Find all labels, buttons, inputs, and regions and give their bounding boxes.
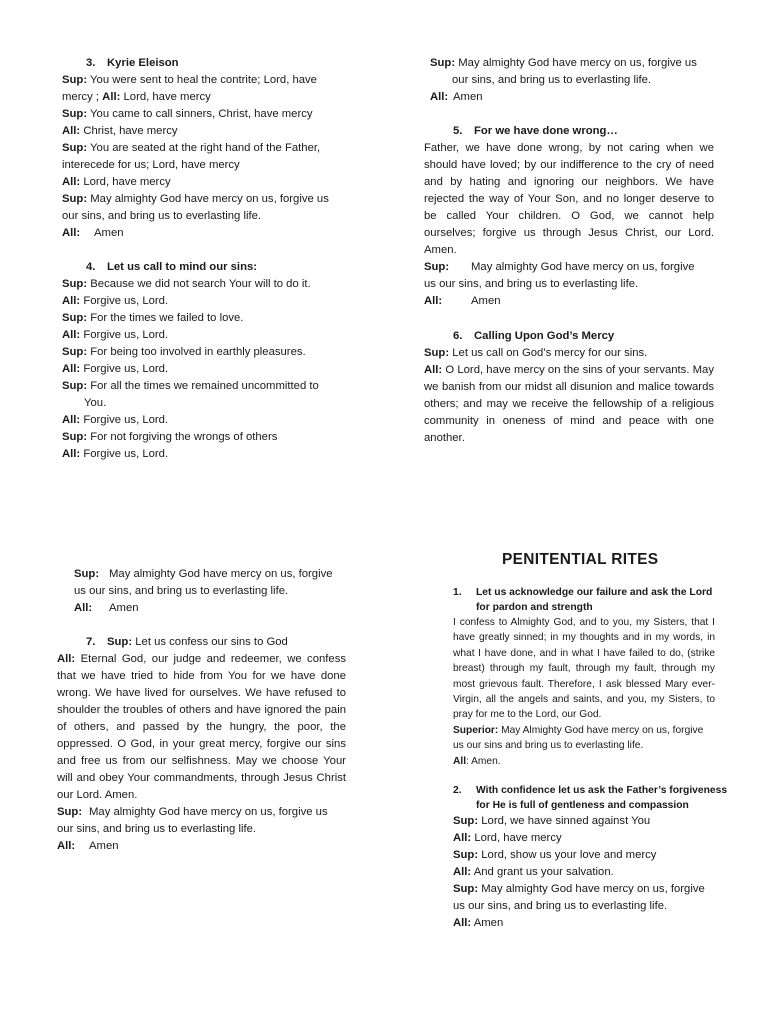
calling-title: Calling Upon God’s Mercy xyxy=(474,330,615,342)
top-right-line-2: our sins, and bring us to everlasting life. xyxy=(452,74,652,86)
top-right-line-1: Sup: May almighty God have mercy on us, forgive us xyxy=(430,57,697,69)
confess-heading: 7. Sup: Let us confess our sins to God xyxy=(57,634,346,651)
sins-line-9: All: Forgive us, Lord. xyxy=(62,414,169,426)
kyrie-line-1: Sup: You were sent to heal the contrite; Lord, have xyxy=(62,74,317,86)
sins-line-5: Sup: For being too involved in earthly pleasures. xyxy=(62,346,306,358)
ack-heading-1: 1. Let us acknowledge our failure and ask the Lord xyxy=(453,587,713,598)
wrong-sup-line-2: us our sins, and bring us to everlasting life. xyxy=(424,278,639,290)
confess-all-line: All: Amen xyxy=(57,840,119,852)
bottom-left-line-2: us our sins, and bring us to everlasting life. xyxy=(74,585,289,597)
sins-heading xyxy=(62,259,347,276)
kyrie-line-2: mercy ; All: Lord, have mercy xyxy=(62,91,211,103)
section-calling-mercy xyxy=(424,328,714,447)
superior-line-2: us our sins and bring us to everlasting life. xyxy=(453,740,644,752)
confidence-heading-2: for He is full of gentleness and compassion xyxy=(476,800,689,811)
calling-prayer: All: O Lord, have mercy on the sins of your servants. May we banish from our midst all disunion and malice towards others; and may we receive the fellowship of a religious community in oneness of mind and peace with one another. xyxy=(424,364,714,444)
confidence-line-7: All: Amen xyxy=(453,917,504,929)
confidence-line-6: us our sins, and bring us to everlasting life. xyxy=(453,900,668,912)
section-acknowledge xyxy=(453,585,715,769)
confess-prayer: All: Eternal God, our judge and redeemer, we confess that we have tried to hide from You for we have done wrong. We have lived for ourselves. We have refused to shoulder the troubles of others and have ignored the pain of others, and passed by the hungry, the poor, the oppressed. O God, in your great mercy, forgive our sins and free us from our selfishness. May we choose Your will and obey Your commandments, through Jesus Christ our Lord. Amen. xyxy=(57,653,346,801)
section-kyrie-eleison xyxy=(62,55,347,242)
sins-line-7: Sup: For all the times we remained uncommitted to xyxy=(62,380,319,392)
top-right-line-3: All: Amen xyxy=(430,91,483,103)
wrong-all-line: All: Amen xyxy=(424,295,501,307)
superior-line: Superior: May Almighty God have mercy on us, forgive xyxy=(453,724,704,736)
wrong-title: For we have done wrong… xyxy=(474,125,618,137)
section-top-right-closing xyxy=(430,55,720,106)
kyrie-line-6: interecede for us; Lord, have mercy xyxy=(62,159,240,171)
sins-title: Let us call to mind our sins: xyxy=(107,261,258,273)
calling-heading xyxy=(424,328,714,345)
sins-number: 4. xyxy=(86,261,96,273)
confidence-line-4: All: And grant us your salvation. xyxy=(453,866,614,878)
sins-line-11: All: Forgive us, Lord. xyxy=(62,448,169,460)
wrong-number: 5. xyxy=(453,125,463,137)
penitential-rites-title: PENITENTIAL RITES xyxy=(502,551,659,568)
sins-line-8: You. xyxy=(84,397,107,409)
ack-all-line: All: Amen. xyxy=(453,755,501,767)
sins-line-4: All: Forgive us, Lord. xyxy=(62,329,169,341)
ack-heading-2: for pardon and strength xyxy=(476,602,593,613)
confess-title: Let us confess our sins to God xyxy=(132,636,288,648)
kyrie-title: Kyrie Eleison xyxy=(107,57,179,69)
section-call-to-mind xyxy=(62,259,347,463)
kyrie-line-10: All: Amen xyxy=(62,227,124,239)
confess-sup-line: Sup: May almighty God have mercy on us, forgive us xyxy=(57,806,328,818)
confess-sup-line-2: our sins, and bring us to everlasting life. xyxy=(57,823,257,835)
calling-number: 6. xyxy=(453,330,463,342)
confidence-line-2: All: Lord, have mercy xyxy=(453,832,562,844)
kyrie-number: 3. xyxy=(86,57,96,69)
calling-sup-line: Sup: Let us call on God’s mercy for our sins. xyxy=(424,347,648,359)
sins-line-3: Sup: For the times we failed to love. xyxy=(62,312,244,324)
section-confess xyxy=(57,634,346,855)
kyrie-heading xyxy=(62,55,347,72)
bottom-left-line-3: All: Amen xyxy=(74,602,139,614)
wrong-heading xyxy=(424,123,714,140)
confidence-line-5: Sup: May almighty God have mercy on us, forgive xyxy=(453,883,705,895)
confidence-line-1: Sup: Lord, we have sinned against You xyxy=(453,815,651,827)
kyrie-line-9: our sins, and bring us to everlasting life. xyxy=(62,210,262,222)
kyrie-line-3: Sup: You came to call sinners, Christ, have mercy xyxy=(62,108,313,120)
confiteor-prayer: I confess to Almighty God, and to you, my Sisters, that I have greatly sinned; in my thoughts and in my words, in what I have done, and in what I have failed to do, (strike breast) through my fault, through my fault, through my most grievous fault. Therefore, I ask blessed Mary ever-Virgin, all the angels and saints, and you, my Sisters, to pray for me to the Lord, our God. xyxy=(453,617,715,721)
confidence-line-3: Sup: Lord, show us your love and mercy xyxy=(453,849,657,861)
sins-line-1: Sup: Because we did not search Your will to do it. xyxy=(62,278,311,290)
section-confidence xyxy=(453,783,728,932)
kyrie-line-5: Sup: You are seated at the right hand of the Father, xyxy=(62,142,321,154)
wrong-sup-line: Sup: May almighty God have mercy on us, forgive xyxy=(424,261,695,273)
section-bottom-left-closing xyxy=(74,566,364,617)
confess-number: 7. xyxy=(86,636,96,648)
confidence-heading-1: 2. With confidence let us ask the Father’s forgiveness xyxy=(453,785,728,796)
sins-line-2: All: Forgive us, Lord. xyxy=(62,295,169,307)
kyrie-line-4: All: Christ, have mercy xyxy=(62,125,178,137)
bottom-left-line-1: Sup: May almighty God have mercy on us, forgive xyxy=(74,568,333,580)
kyrie-line-7: All: Lord, have mercy xyxy=(62,176,171,188)
sins-line-10: Sup: For not forgiving the wrongs of others xyxy=(62,431,278,443)
kyrie-line-8: Sup: May almighty God have mercy on us, forgive us xyxy=(62,193,329,205)
wrong-prayer: Father, we have done wrong, by not caring when we should have loved; by our indifference to the cry of need and by hating and ignoring our neighbors. We have rejected the way of Your Son, and no longer deserve to be called Your children. O God, we cannot help ourselves; forgive us through Jesus Christ, our Lord. Amen. xyxy=(424,142,714,256)
section-done-wrong xyxy=(424,123,714,310)
sins-line-6: All: Forgive us, Lord. xyxy=(62,363,169,375)
